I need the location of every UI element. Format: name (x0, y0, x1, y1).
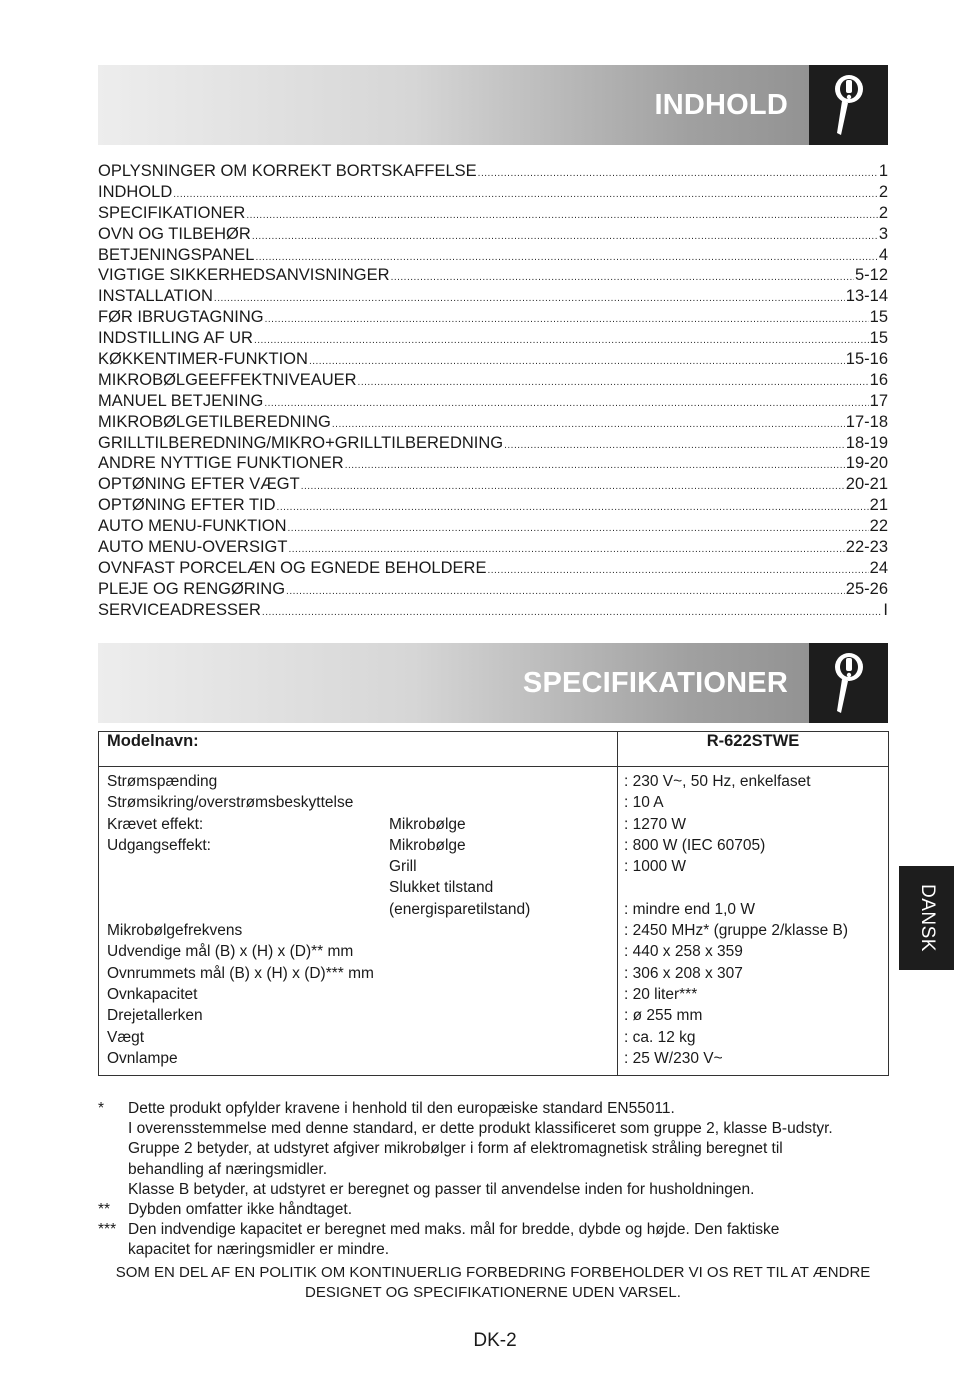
spec-row (99, 856, 617, 877)
footnote (98, 1099, 898, 1200)
toc-entry (98, 245, 888, 266)
toc-entry-label: OPTØNING EFTER VÆGT (98, 475, 300, 494)
toc-entry (98, 600, 888, 621)
footnote-marker: *** (98, 1221, 117, 1239)
toc-entry-label: VIGTIGE SIKKERHEDSANVISNINGER (98, 266, 390, 285)
page-number: DK-2 (473, 1330, 517, 1351)
toc-entry-page: 15 (869, 308, 888, 327)
footnote-line: kapacitet for næringsmidler er mindre. (128, 1241, 390, 1259)
toc-entry (98, 433, 888, 454)
toc-entry (98, 370, 888, 391)
spec-sublabel: Mikrobølge (389, 836, 466, 854)
spec-value: : 2450 MHz* (gruppe 2/klasse B) (624, 922, 848, 940)
toc-entry-page: 13-14 (845, 287, 888, 306)
spec-label: Vægt (107, 1028, 145, 1046)
spec-label: Drejetallerken (107, 1007, 203, 1025)
spec-row (99, 771, 617, 792)
toc-entry-page: 3 (878, 224, 888, 243)
toc-entry-page: 20-21 (845, 475, 888, 494)
footnote-line: Dette produkt opfylder kravene i henhold til den europæiske standard EN55011. (128, 1100, 675, 1117)
footnote-line: Dybden omfatter ikke håndtaget. (128, 1201, 353, 1219)
model-value: R-622STWE (618, 732, 889, 767)
footnote-line: Gruppe 2 betyder, at udstyret afgiver mikrobølger i form af elektromagnetisk stråling beregnet til (128, 1140, 783, 1158)
toc-entry-label: INDSTILLING AF UR (98, 329, 253, 348)
spec-label: Strømspænding (107, 773, 218, 790)
toc-entry-page: 22 (869, 517, 888, 536)
spec-row (99, 941, 617, 962)
spec-value: : 10 A (624, 794, 664, 812)
toc-entry-page: 25-26 (845, 579, 888, 598)
footnote-line: behandling af næringsmidler. (128, 1160, 328, 1178)
toc-entry-page: 1 (878, 162, 888, 180)
footnote-marker: * (98, 1100, 105, 1117)
spec-row (99, 877, 617, 898)
toc-entry-label: AUTO MENU-OVERSIGT (98, 538, 288, 557)
toc-entry-label: GRILLTILBEREDNING/MIKRO+GRILLTILBEREDNING (98, 433, 504, 452)
toc-entry-label: INDHOLD (98, 182, 173, 201)
toc-entry-label: SPECIFIKATIONER (98, 203, 246, 222)
toc-entry-label: AUTO MENU-FUNKTION (98, 517, 287, 536)
spec-value: : 230 V~, 50 Hz, enkelfaset (624, 773, 811, 790)
toc-entry-page: 24 (869, 558, 888, 577)
footnote-marker: ** (98, 1201, 111, 1219)
toc-entry-page: 5-12 (854, 266, 888, 285)
footnote (98, 1200, 898, 1220)
footnote (98, 1220, 898, 1260)
toc-entry-page: 18-19 (845, 433, 888, 452)
spec-value: : 440 x 258 x 359 (624, 943, 743, 961)
spec-row (99, 814, 617, 835)
toc-entry-page: 17-18 (845, 412, 888, 431)
footnote-line: Klasse B betyder, at udstyret er beregnet og passer til anvendelse inden for husholdningen. (128, 1180, 755, 1198)
spec-value: : 800 W (IEC 60705) (624, 836, 766, 854)
footnotes (98, 1099, 898, 1261)
toc-entry-label: OVN OG TILBEHØR (98, 224, 251, 243)
footnote-line: Den indvendige kapacitet er beregnet med maks. mål for bredde, dybde og højde. Den faktiske (128, 1221, 780, 1239)
toc-entry-label: SERVICEADRESSER (98, 600, 261, 619)
exclamation-pen-icon (809, 643, 888, 723)
spec-label: Mikrobølgefrekvens (107, 922, 243, 940)
toc-entry-label: MANUEL BETJENING (98, 391, 264, 410)
spec-row (99, 963, 617, 984)
spec-values (618, 767, 889, 1076)
toc-entry-page: I (883, 600, 888, 619)
exclamation-pen-icon (809, 65, 888, 145)
toc-entry (98, 537, 888, 558)
spec-value: : 1270 W (624, 815, 687, 833)
toc-entry (98, 161, 888, 182)
toc-entry (98, 203, 888, 224)
spec-labels (99, 767, 618, 1076)
spec-label: Ovnkapacitet (107, 985, 198, 1003)
toc-entry (98, 265, 888, 286)
toc-entry-label: FØR IBRUGTAGNING (98, 308, 264, 327)
spec-value (618, 877, 888, 898)
toc-entry (98, 474, 888, 495)
spec-row (99, 835, 617, 856)
toc-entry (98, 307, 888, 328)
footnote-text (128, 1220, 779, 1260)
spec-row (99, 920, 617, 941)
toc-entry-label: OPLYSNINGER OM KORREKT BORTSKAFFELSE (98, 162, 477, 180)
spec-label: Ovnlampe (107, 1049, 178, 1067)
toc-entry-page: 15-16 (845, 350, 888, 369)
toc-entry (98, 391, 888, 412)
toc-entry (98, 328, 888, 349)
toc-entry (98, 495, 888, 516)
toc-dot-leader (262, 600, 882, 624)
spec-label: Strømsikring/overstrømsbeskyttelse (107, 794, 354, 812)
spec-sublabel: (energisparetilstand) (389, 900, 531, 918)
spec-row (99, 899, 617, 920)
footnote-text (128, 1099, 833, 1200)
spec-sublabel: Grill (389, 858, 417, 876)
toc-entry-page: 2 (878, 182, 888, 201)
toc-entry (98, 286, 888, 307)
spec-value: : 1000 W (624, 858, 687, 876)
spec-row (99, 1005, 617, 1026)
toc-entry (98, 182, 888, 203)
footnote-line: I overensstemmelse med denne standard, er dette produkt klassificeret som gruppe 2, klasse B-udstyr. (128, 1120, 833, 1138)
toc-entry-page: 17 (869, 391, 888, 410)
toc-entry (98, 453, 888, 474)
toc-entry (98, 412, 888, 433)
toc-entry-label: KØKKENTIMER-FUNKTION (98, 350, 308, 369)
toc-entry-page: 19-20 (845, 454, 888, 473)
toc-entry-label: OPTØNING EFTER TID (98, 496, 276, 515)
toc-entry (98, 349, 888, 370)
language-tab (899, 866, 954, 970)
specifications-banner (98, 643, 888, 723)
toc-entry-page: 2 (878, 203, 888, 222)
specifications-table (98, 731, 889, 1076)
toc-entry-label: INSTALLATION (98, 287, 213, 306)
spec-label: Udvendige mål (B) x (H) x (D)** mm (107, 943, 354, 961)
footnote-text (128, 1200, 352, 1220)
spec-value: : ca. 12 kg (624, 1028, 696, 1046)
spec-row (99, 984, 617, 1005)
toc-entry (98, 579, 888, 600)
spec-label: Udgangseffekt: (107, 836, 211, 854)
spec-value: : ø 255 mm (624, 1007, 703, 1025)
spec-value: : 306 x 208 x 307 (624, 964, 743, 982)
spec-sublabel: Mikrobølge (389, 815, 466, 833)
toc-entry-label: BETJENINGSPANEL (98, 245, 255, 264)
toc-entry-label: OVNFAST PORCELÆN OG EGNEDE BEHOLDERE (98, 558, 487, 577)
spec-value: : 20 liter*** (624, 985, 698, 1003)
policy-line: SOM EN DEL AF EN POLITIK OM KONTINUERLIG FORBEDRING FORBEHOLDER VI OS RET TIL AT ÆNDRE (115, 1264, 871, 1281)
specifications-title: SPECIFIKATIONER (522, 667, 788, 699)
spec-value: : 25 W/230 V~ (624, 1049, 723, 1067)
spec-row (99, 1027, 617, 1048)
toc-entry-label: ANDRE NYTTIGE FUNKTIONER (98, 454, 344, 473)
toc-entry (98, 516, 888, 537)
table-of-contents (98, 161, 888, 621)
spec-row (99, 792, 617, 813)
toc-entry-page: 16 (869, 370, 888, 389)
toc-entry (98, 224, 888, 245)
model-label: Modelnavn: (99, 732, 618, 767)
language-tab-label: DANSK (916, 884, 938, 952)
contents-banner (98, 65, 888, 145)
policy-line: DESIGNET OG SPECIFIKATIONERNE UDEN VARSEL. (305, 1284, 681, 1301)
toc-entry-page: 22-23 (845, 538, 888, 557)
toc-entry-label: PLEJE OG RENGØRING (98, 579, 286, 598)
spec-sublabel: Slukket tilstand (389, 879, 494, 897)
toc-entry-page: 4 (878, 245, 888, 264)
policy-statement (98, 1263, 888, 1303)
spec-label: Ovnrummets mål (B) x (H) x (D)*** mm (107, 964, 374, 982)
toc-entry-label: MIKROBØLGETILBEREDNING (98, 412, 331, 431)
toc-entry-label: MIKROBØLGEEFFEKTNIVEAUER (98, 370, 357, 389)
spec-row (99, 1048, 617, 1069)
toc-entry-page: 15 (869, 329, 888, 348)
toc-entry (98, 558, 888, 579)
spec-value: : mindre end 1,0 W (624, 900, 755, 918)
spec-label: Krævet effekt: (107, 815, 204, 833)
contents-title: INDHOLD (654, 89, 788, 121)
toc-entry-page: 21 (869, 496, 888, 515)
